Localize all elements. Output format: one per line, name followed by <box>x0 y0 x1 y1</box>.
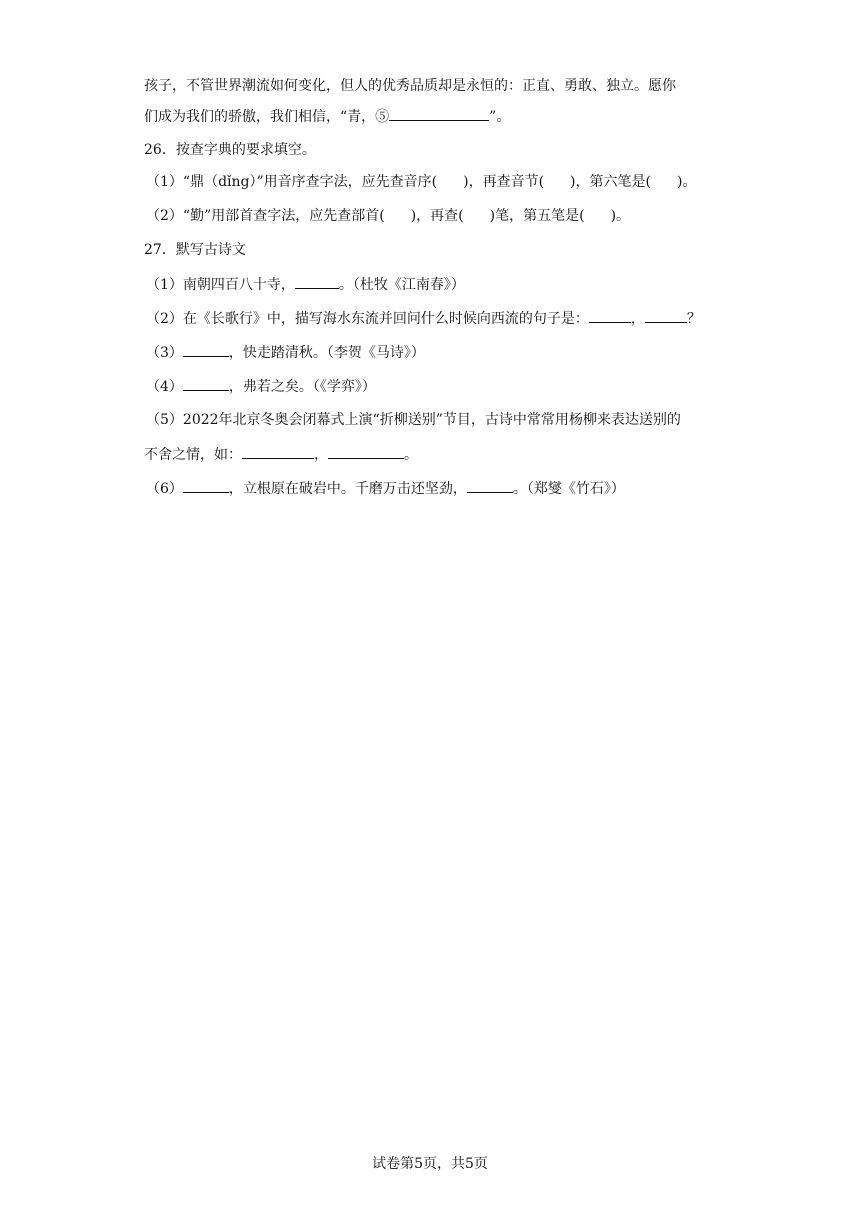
question-27-item-5-line-2 <box>144 444 418 464</box>
item-text: （4） <box>146 379 183 395</box>
question-title: 27．默写古诗文 <box>144 242 246 258</box>
question-26-title <box>144 140 316 160</box>
page-footer <box>0 1154 860 1174</box>
passage-line-2 <box>144 106 510 126</box>
question-27-item-2 <box>146 308 701 328</box>
answer-blank[interactable] <box>183 342 229 357</box>
item-text: )，再查( <box>410 208 464 224</box>
question-27-item-6 <box>146 478 625 498</box>
question-27-item-4 <box>146 376 376 396</box>
item-text: ，弗若之矣。（《学弈》） <box>228 379 376 395</box>
item-text: 不舍之情，如： <box>144 447 242 463</box>
answer-blank[interactable] <box>645 308 687 323</box>
answer-blank[interactable] <box>242 444 314 459</box>
item-text: ，快走踏清秋。（李贺《马诗》） <box>228 345 425 361</box>
answer-blank[interactable] <box>467 478 513 493</box>
item-text: ， <box>314 447 328 463</box>
page-number: 试卷第5页，共5页 <box>372 1156 488 1172</box>
answer-blank[interactable] <box>328 444 404 459</box>
question-title: 26．按查字典的要求填空。 <box>144 142 316 158</box>
passage-line-1 <box>144 76 676 96</box>
item-text: （2）在《长歌行》中，描写海水东流并回问什么时候向西流的句子是： <box>146 311 589 327</box>
passage-text: 孩子，不管世界潮流如何变化，但人的优秀品质却是永恒的：正直、勇敢、独立。愿你 <box>144 78 676 94</box>
item-text: 。（杜牧《江南春》） <box>338 277 465 293</box>
item-text: （5）2022年北京冬奥会闭幕式上演“折柳送别”节目，古诗中常常用杨柳来表达送别的 <box>146 412 681 428</box>
question-26-item-2 <box>146 206 630 226</box>
item-text: 。（郑燮《竹石》） <box>512 481 625 497</box>
item-text: ？ <box>686 311 701 327</box>
item-text: )，第六笔是( <box>570 174 651 190</box>
answer-blank[interactable] <box>589 308 631 323</box>
question-27-item-5-line-1 <box>146 410 681 430</box>
item-text: )，再查音节( <box>463 174 545 190</box>
passage-text: 们成为我们的骄傲，我们相信，“青，⑤ <box>144 109 390 125</box>
item-text: ， <box>630 311 645 327</box>
question-27-title <box>144 240 246 260</box>
answer-blank[interactable] <box>389 106 489 121</box>
item-text: （3） <box>146 345 183 361</box>
passage-text: ”。 <box>489 109 511 125</box>
item-text: )。 <box>676 174 697 190</box>
item-text: 。 <box>404 447 418 463</box>
item-text: )。 <box>610 208 631 224</box>
item-text: （6） <box>146 481 183 497</box>
item-text: )笔，第五笔是( <box>489 208 585 224</box>
question-27-item-1 <box>146 274 465 294</box>
item-text: （2）“勤”用部首查字法，应先查部首( <box>146 208 385 224</box>
question-27-item-3 <box>146 342 425 362</box>
item-text: （1）“鼎（dǐng）”用音序查字法，应先查音序( <box>146 174 438 190</box>
answer-blank[interactable] <box>295 274 339 289</box>
answer-blank[interactable] <box>183 478 229 493</box>
answer-blank[interactable] <box>183 376 229 391</box>
item-text: （1）南朝四百八十寺， <box>146 277 295 293</box>
question-26-item-1 <box>146 172 696 192</box>
item-text: ，立根原在破岩中。千磨万击还坚劲， <box>228 481 467 497</box>
